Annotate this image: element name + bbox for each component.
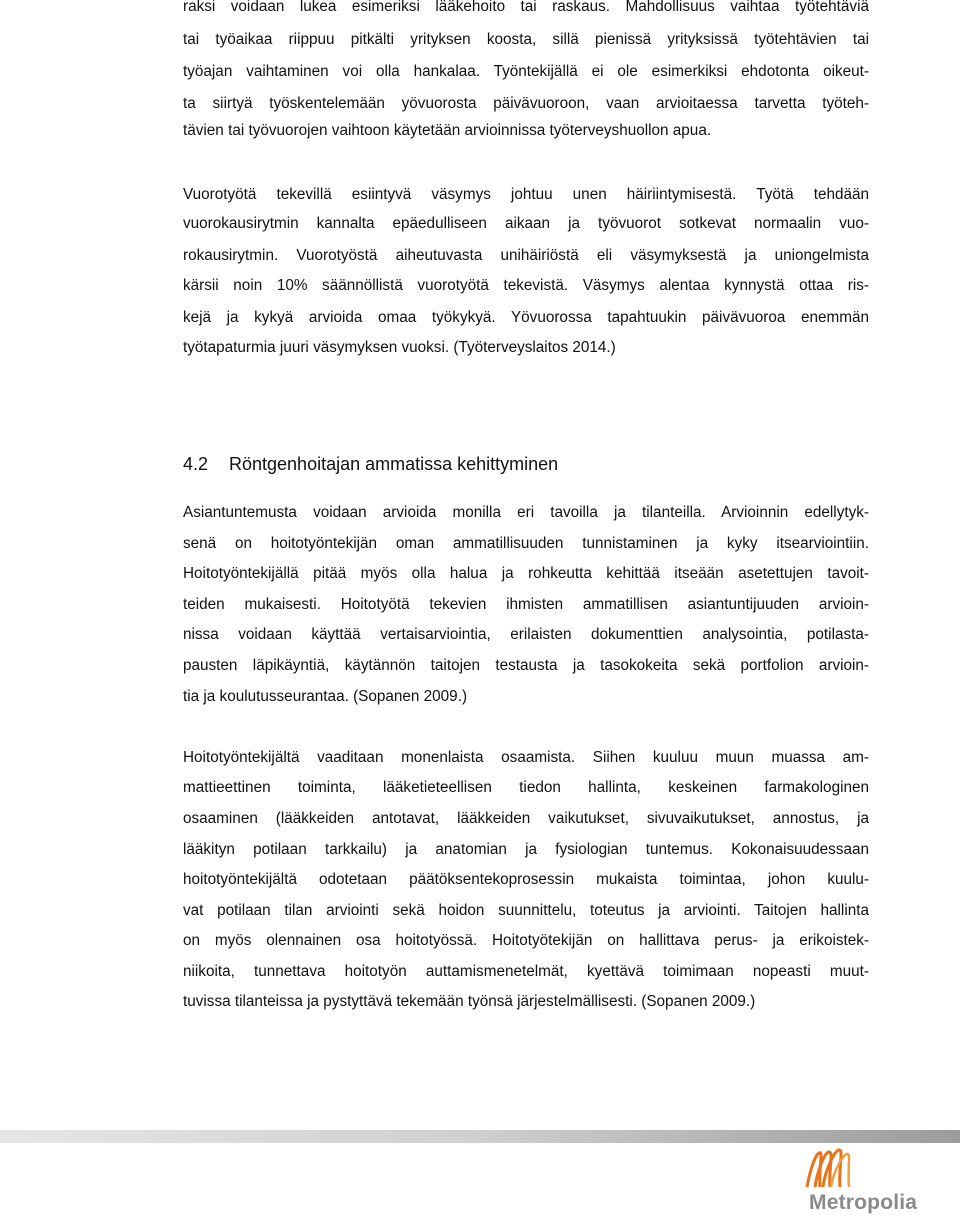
text-line: teiden mukaisesti. Hoitotyötä tekevien ihmisten ammatillisen asiantuntijuuden arvioin- bbox=[183, 596, 869, 613]
text-line: niikoita, tunnettava hoitotyön auttamismenetelmät, kyettävä toimimaan nopeasti muut- bbox=[183, 963, 869, 980]
text-line: vuorokausirytmin kannalta epäedulliseen aikaan ja työvuorot sotkevat normaalin vuo- bbox=[183, 215, 869, 232]
text-line: Hoitotyöntekijältä vaaditaan monenlaista osaamista. Siihen kuuluu muun muassa am- bbox=[183, 749, 869, 766]
text-line: Hoitotyöntekijällä pitää myös olla halua ja rohkeutta kehittää itseään asetettujen tavoit- bbox=[183, 565, 869, 582]
text-line: kärsii noin 10% säännöllistä vuorotyötä tekevistä. Väsymys alentaa kynnystä ottaa ris- bbox=[183, 277, 869, 294]
text-line: ta siirtyä työskentelemään yövuorosta päivävuoroon, vaan arvioitaessa tarvetta työteh- bbox=[183, 95, 869, 112]
text-line: työajan vaihtaminen voi olla hankalaa. Työntekijällä ei ole esimerkiksi ehdotonta oikeut- bbox=[183, 63, 869, 80]
text-line: osaaminen (lääkkeiden antotavat, lääkkeiden vaikutukset, sivuvaikutukset, annostus, ja bbox=[183, 810, 869, 827]
text-line: lääkityn potilaan tarkkailu) ja anatomian ja fysiologian tuntemus. Kokonaisuudessaan bbox=[183, 841, 869, 858]
text-line: rokausirytmin. Vuorotyöstä aiheutuvasta unihäiriöstä eli väsymyksestä ja uniongelmista bbox=[183, 247, 869, 264]
section-heading bbox=[183, 452, 558, 476]
text-line: Vuorotyötä tekevillä esiintyvä väsymys johtuu unen häiriintymisestä. Työtä tehdään bbox=[183, 186, 869, 203]
footer-band bbox=[0, 1130, 960, 1143]
text-line: tia ja koulutusseurantaa. (Sopanen 2009.) bbox=[183, 688, 468, 705]
text-line: senä on hoitotyöntekijän oman ammatillisuuden tunnistaminen ja kyky itsearviointiin. bbox=[183, 535, 869, 552]
text-line: pausten läpikäyntiä, käytännön taitojen testausta ja tasokokeita sekä portfolion arvioin- bbox=[183, 657, 869, 674]
text-line: raksi voidaan lukea esimeriksi lääkehoito tai raskaus. Mahdollisuus vaihtaa työtehtäviä bbox=[183, 0, 869, 15]
text-line: tuvissa tilanteissa ja pystyttävä tekemään työnsä järjestelmällisesti. (Sopanen 2009.) bbox=[183, 993, 756, 1010]
text-line: on myös olennainen osa hoitotyössä. Hoitotyötekijän on hallittava perus- ja erikoistek- bbox=[183, 932, 869, 949]
text-line: kejä ja kykyä arvioida omaa työkykyä. Yövuorossa tapahtuukin päivävuoroa enemmän bbox=[183, 309, 869, 326]
logo-text: Metropolia bbox=[809, 1191, 918, 1214]
text-line: Asiantuntemusta voidaan arvioida monilla eri tavoilla ja tilanteilla. Arvioinnin edellytyk- bbox=[183, 504, 869, 521]
text-line: hoitotyöntekijältä odotetaan päätöksentekoprosessin mukaista toimintaa, johon kuulu- bbox=[183, 871, 869, 888]
text-line: työtapaturmia juuri väsymyksen vuoksi. (Työterveyslaitos 2014.) bbox=[183, 339, 616, 356]
section-title: Röntgenhoitajan ammatissa kehittyminen bbox=[229, 454, 559, 474]
metropolia-mark-icon bbox=[793, 1143, 863, 1193]
section-number: 4.2 bbox=[183, 454, 209, 474]
text-line: nissa voidaan käyttää vertaisarviointia, erilaisten dokumenttien analysointia, potilasta- bbox=[183, 626, 869, 643]
metropolia-logo bbox=[793, 1143, 923, 1223]
text-line: tävien tai työvuorojen vaihtoon käytetään arvioinnissa työterveyshuollon apua. bbox=[183, 122, 712, 139]
text-line: tai työaikaa riippuu pitkälti yrityksen koosta, sillä pienissä yrityksissä työtehtävien tai bbox=[183, 31, 869, 48]
text-line: mattieettinen toiminta, lääketieteellisen tiedon hallinta, keskeinen farmakologinen bbox=[183, 779, 869, 796]
text-line: vat potilaan tilan arviointi sekä hoidon suunnittelu, toteutus ja arviointi. Taitojen hallinta bbox=[183, 902, 869, 919]
